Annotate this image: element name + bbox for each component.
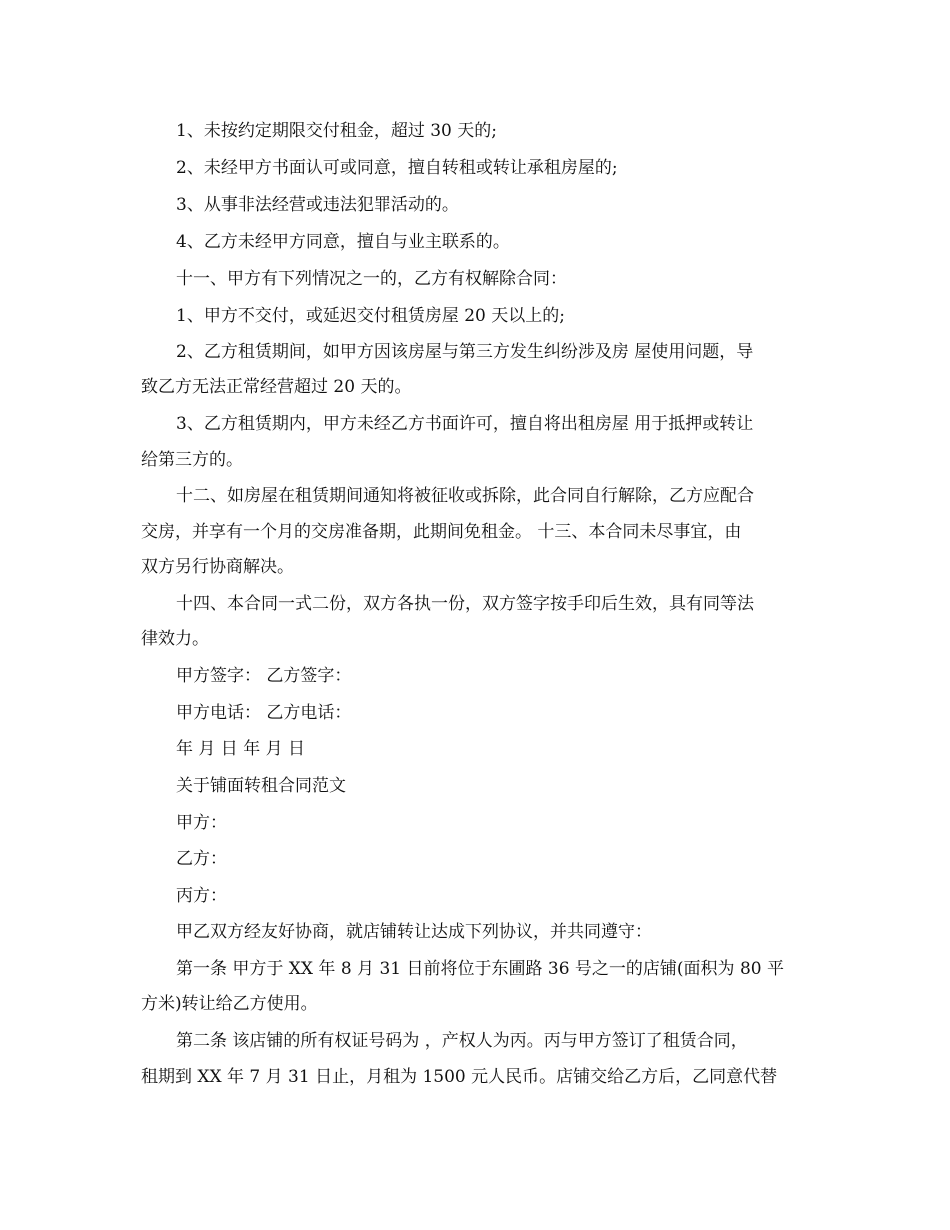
text-line: 1、甲方不交付，或延迟交付租赁房屋 20 天以上的; <box>176 306 565 326</box>
phone-line: 甲方电话： 乙方电话： <box>176 703 352 723</box>
text-line: 1、未按约定期限交付租金，超过 30 天的; <box>176 121 497 141</box>
text-line: 律效力。 <box>141 629 209 649</box>
text-line: 2、未经甲方书面认可或同意，擅自转租或转让承租房屋的; <box>176 158 618 178</box>
party-a-label: 甲方： <box>176 813 227 833</box>
text-line: 给第三方的。 <box>141 450 243 470</box>
signature-line: 甲方签字： 乙方签字： <box>176 666 352 686</box>
party-b-label: 乙方： <box>176 849 227 869</box>
text-line: 3、乙方租赁期内，甲方未经乙方书面许可，擅自将出租房屋 用于抵押或转让 <box>176 414 754 434</box>
text-line: 十四、本合同一式二份，双方各执一份，双方签字按手印后生效，具有同等法 <box>176 594 754 614</box>
text-line: 租期到 XX 年 7 月 31 日止，月租为 1500 元人民币。店铺交给乙方后，乙同意代替 <box>141 1067 778 1087</box>
text-line: 3、从事非法经营或违法犯罪活动的。 <box>176 195 459 215</box>
party-c-label: 丙方： <box>176 886 227 906</box>
date-line: 年 月 日 年 月 日 <box>176 739 306 759</box>
text-line: 4、乙方未经甲方同意，擅自与业主联系的。 <box>176 232 510 252</box>
text-line: 第一条 甲方于 XX 年 8 月 31 日前将位于东圃路 36 号之一的店铺(面积为 80 平 <box>176 959 784 979</box>
text-line: 方米)转让给乙方使用。 <box>141 994 318 1014</box>
text-line: 交房，并享有一个月的交房准备期，此期间免租金。 十三、本合同未尽事宜，由 <box>141 522 742 542</box>
text-line: 第二条 该店铺的所有权证号码为 ，产权人为丙。丙与甲方签订了租赁合同， <box>176 1031 748 1051</box>
text-line: 十二、如房屋在租赁期间通知将被征收或拆除，此合同自行解除，乙方应配合 <box>176 486 754 506</box>
text-line: 2、乙方租赁期间，如甲方因该房屋与第三方发生纠纷涉及房 屋使用问题，导 <box>176 342 754 362</box>
text-line: 双方另行协商解决。 <box>141 557 294 577</box>
section-title: 关于铺面转租合同范文 <box>176 776 346 796</box>
text-line: 甲乙双方经友好协商，就店铺转让达成下列协议，并共同遵守： <box>176 922 652 942</box>
text-line: 致乙方无法正常经营超过 20 天的。 <box>141 377 412 397</box>
text-line: 十一、甲方有下列情况之一的，乙方有权解除合同： <box>176 269 567 289</box>
